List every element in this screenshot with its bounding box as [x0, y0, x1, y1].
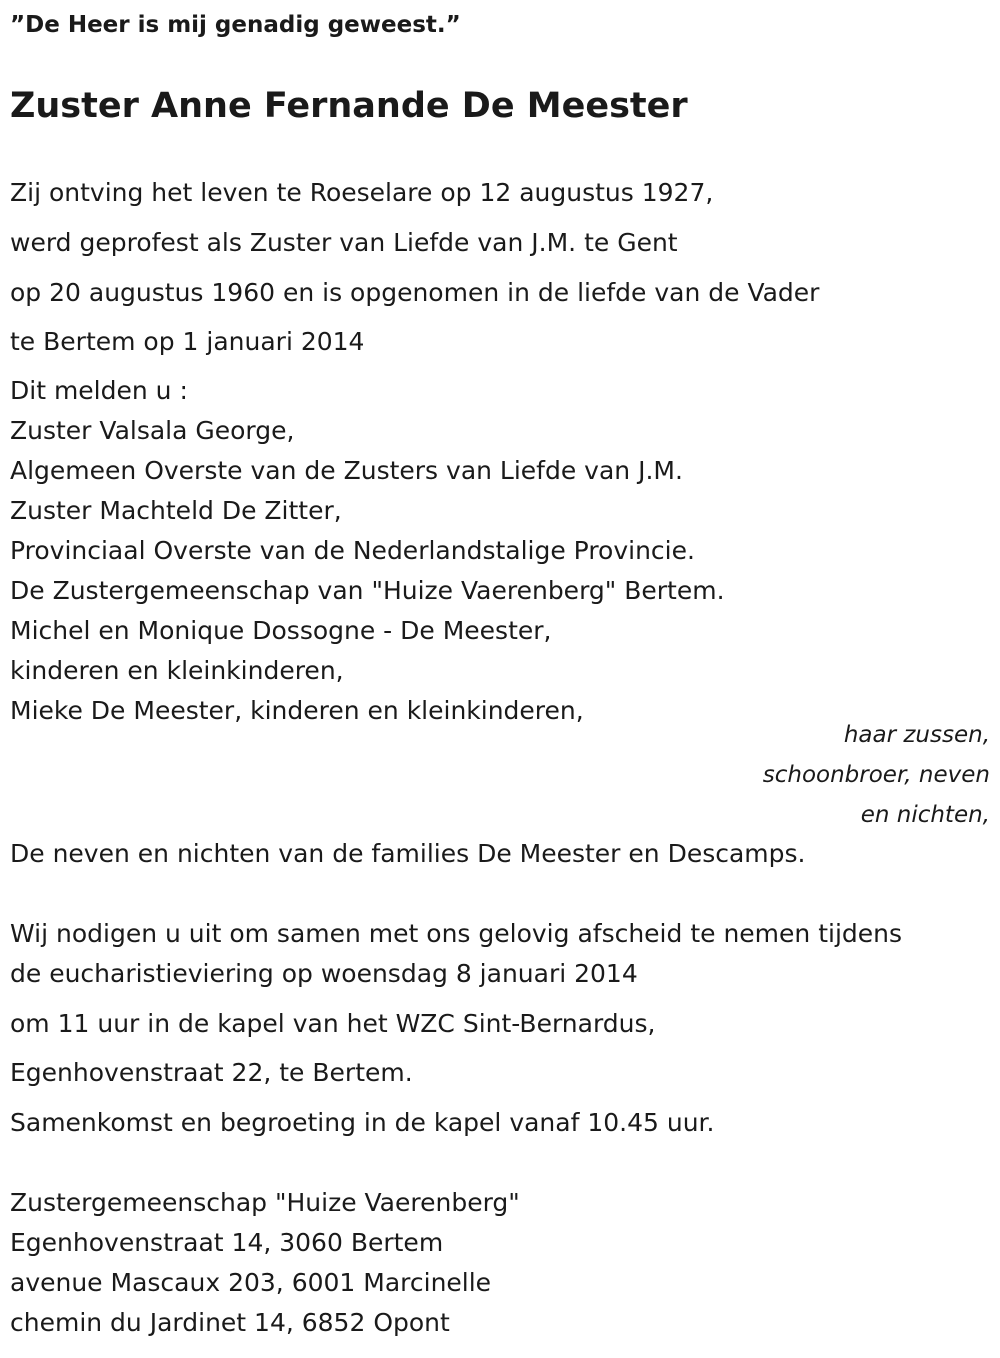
- epitaph-quote: ”De Heer is mij genadig geweest.”: [10, 12, 461, 38]
- address-line: avenue Mascaux 203, 6001 Marcinelle: [10, 1268, 492, 1297]
- announcer-line: Algemeen Overste van de Zusters van Liefde van J.M.: [10, 456, 683, 485]
- deceased-name: Zuster Anne Fernande De Meester: [10, 86, 688, 126]
- address-line: Zustergemeenschap "Huize Vaerenberg": [10, 1188, 520, 1217]
- announcer-line: Mieke De Meester, kinderen en kleinkinderen,: [10, 696, 584, 725]
- intro-line: werd geprofest als Zuster van Liefde van J.M. te Gent: [10, 228, 678, 257]
- address-line: chemin du Jardinet 14, 6852 Opont: [10, 1308, 450, 1337]
- families-line: De neven en nichten van de families De Meester en Descamps.: [10, 839, 806, 868]
- intro-line: Zij ontving het leven te Roeselare op 12 augustus 1927,: [10, 178, 714, 207]
- announcer-line: Zuster Valsala George,: [10, 416, 295, 445]
- announcer-line: kinderen en kleinkinderen,: [10, 656, 344, 685]
- announcer-line: Zuster Machteld De Zitter,: [10, 496, 342, 525]
- intro-line: op 20 augustus 1960 en is opgenomen in de liefde van de Vader: [10, 278, 820, 307]
- relatives-line: en nichten,: [860, 802, 990, 828]
- invitation-line: de eucharistieviering op woensdag 8 januari 2014: [10, 959, 638, 988]
- relatives-line: schoonbroer, neven: [762, 762, 990, 788]
- invitation-line: Samenkomst en begroeting in de kapel vanaf 10.45 uur.: [10, 1108, 715, 1137]
- announcer-line: Michel en Monique Dossogne - De Meester,: [10, 616, 552, 645]
- invitation-line: om 11 uur in de kapel van het WZC Sint-Bernardus,: [10, 1009, 656, 1038]
- relatives-line: haar zussen,: [843, 722, 990, 748]
- address-line: Egenhovenstraat 14, 3060 Bertem: [10, 1228, 444, 1257]
- intro-line: te Bertem op 1 januari 2014: [10, 327, 365, 356]
- announcer-line: De Zustergemeenschap van "Huize Vaerenberg" Bertem.: [10, 576, 725, 605]
- invitation-line: Egenhovenstraat 22, te Bertem.: [10, 1058, 413, 1087]
- announcer-line: Dit melden u :: [10, 376, 188, 405]
- invitation-line: Wij nodigen u uit om samen met ons gelovig afscheid te nemen tijdens: [10, 919, 903, 948]
- announcer-line: Provinciaal Overste van de Nederlandstalige Provincie.: [10, 536, 695, 565]
